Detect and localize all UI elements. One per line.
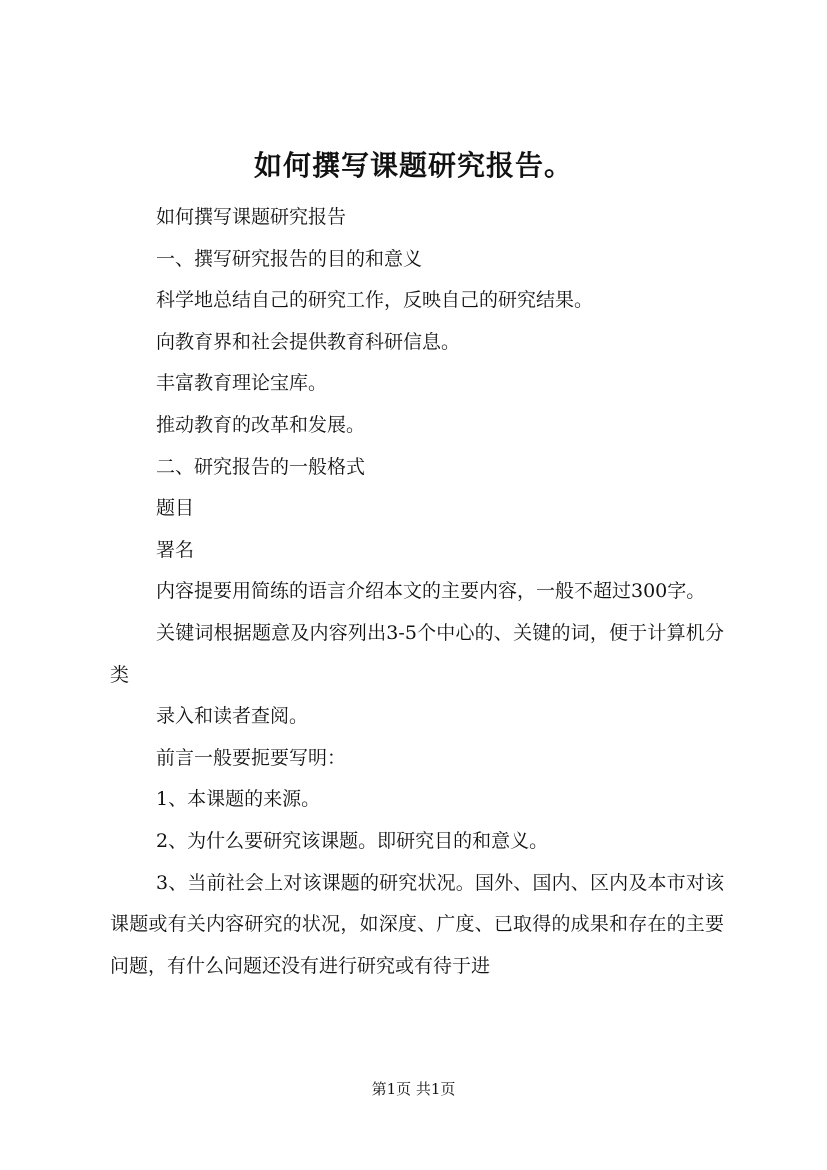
section-heading: 二、研究报告的一般格式 [156,455,366,478]
paragraph: 署名 [156,538,195,561]
list-item: 3、当前社会上对该课题的研究状况。国外、国内、区内及本市对该课题或有关内容研究的状况，如深度、广度、已取得的成果和存在的主要问题，有什么问题还没有进行研究或有待于进 [110,871,724,977]
paragraph: 如何撰写课题研究报告 [156,206,347,228]
list-item: 2、为什么要研究该课题。即研究目的和意义。 [156,829,549,852]
paragraph: 题目 [156,497,195,520]
document-title: 如何撰写课题研究报告。 [253,149,573,182]
paragraph: 前言一般要扼要写明： [156,746,347,769]
page-footer: 第1页 共1页 [371,1080,456,1098]
paragraph: 关键词根据题意及内容列出3-5个中心的、关键的词，便于计算机分类 [110,621,724,686]
paragraph: 丰富教育理论宝库。 [156,372,328,395]
document-body [110,197,724,987]
paragraph: 内容提要用简练的语言介绍本文的主要内容，一般不超过300字。 [156,580,706,603]
paragraph: 推动教育的改革和发展。 [156,413,366,436]
paragraph: 录入和读者查阅。 [156,705,309,728]
section-heading: 一、撰写研究报告的目的和意义 [156,247,423,270]
paragraph: 向教育界和社会提供教育科研信息。 [156,330,461,353]
paragraph: 科学地总结自己的研究工作，反映自己的研究结果。 [156,289,594,312]
list-item: 1、本课题的来源。 [156,788,321,811]
